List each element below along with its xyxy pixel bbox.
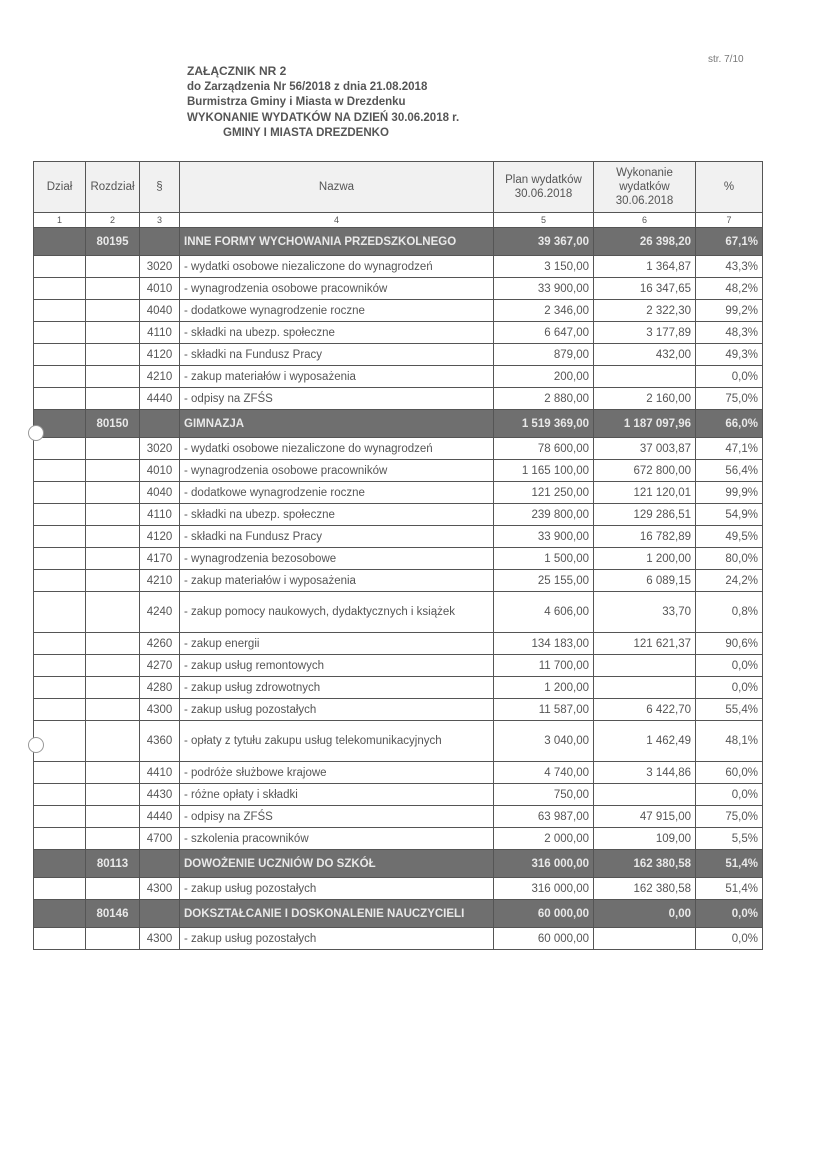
table-header-row [34, 162, 763, 213]
cell-plan: 1 200,00 [494, 677, 594, 699]
cell-paragraph: 4120 [140, 344, 180, 366]
cell-execution: 6 422,70 [594, 699, 696, 721]
cell-dzial [34, 300, 86, 322]
cell-name: - odpisy na ZFŚS [180, 388, 494, 410]
cell-plan: 879,00 [494, 344, 594, 366]
table-row [34, 322, 763, 344]
column-number: 6 [594, 213, 696, 228]
cell-name: - zakup materiałów i wyposażenia [180, 366, 494, 388]
table-row [34, 548, 763, 570]
table-row [34, 344, 763, 366]
cell-execution: 6 089,15 [594, 570, 696, 592]
cell-percent: 99,2% [696, 300, 763, 322]
cell-percent: 48,2% [696, 278, 763, 300]
cell-percent: 60,0% [696, 762, 763, 784]
cell-name: DOKSZTAŁCANIE I DOSKONALENIE NAUCZYCIELI [180, 900, 494, 928]
cell-name: - składki na Fundusz Pracy [180, 526, 494, 548]
cell-percent: 48,1% [696, 721, 763, 762]
cell-plan: 316 000,00 [494, 878, 594, 900]
column-number-row [34, 213, 763, 228]
cell-name: - wynagrodzenia osobowe pracowników [180, 460, 494, 482]
cell-percent: 80,0% [696, 548, 763, 570]
cell-rozdzial [86, 526, 140, 548]
cell-plan: 60 000,00 [494, 900, 594, 928]
cell-rozdzial [86, 721, 140, 762]
cell-execution [594, 655, 696, 677]
cell-execution: 2 322,30 [594, 300, 696, 322]
cell-rozdzial [86, 322, 140, 344]
cell-rozdzial [86, 633, 140, 655]
cell-name: - wynagrodzenia bezosobowe [180, 548, 494, 570]
expenditure-table [33, 161, 763, 950]
cell-execution: 47 915,00 [594, 806, 696, 828]
cell-execution: 1 462,49 [594, 721, 696, 762]
cell-paragraph: 4170 [140, 548, 180, 570]
cell-percent: 0,0% [696, 677, 763, 699]
cell-execution: 33,70 [594, 592, 696, 633]
cell-dzial [34, 699, 86, 721]
cell-percent: 54,9% [696, 504, 763, 526]
cell-name: - zakup usług pozostałych [180, 878, 494, 900]
col-paragraph: § [140, 162, 180, 213]
cell-plan: 2 000,00 [494, 828, 594, 850]
cell-percent: 75,0% [696, 806, 763, 828]
cell-execution: 121 621,37 [594, 633, 696, 655]
page-number: str. 7/10 [708, 54, 744, 65]
cell-paragraph: 4210 [140, 570, 180, 592]
cell-execution: 16 347,65 [594, 278, 696, 300]
cell-name: - szkolenia pracowników [180, 828, 494, 850]
cell-plan: 33 900,00 [494, 526, 594, 548]
cell-rozdzial [86, 548, 140, 570]
report-title: WYKONANIE WYDATKÓW NA DZIEŃ 30.06.2018 r. [187, 111, 460, 124]
cell-plan: 239 800,00 [494, 504, 594, 526]
table-row [34, 388, 763, 410]
cell-dzial [34, 344, 86, 366]
cell-dzial [34, 278, 86, 300]
cell-rozdzial: 80113 [86, 850, 140, 878]
cell-dzial [34, 460, 86, 482]
cell-dzial [34, 850, 86, 878]
cell-rozdzial [86, 278, 140, 300]
cell-execution: 162 380,58 [594, 878, 696, 900]
table-row [34, 633, 763, 655]
cell-name: - wynagrodzenia osobowe pracowników [180, 278, 494, 300]
cell-dzial [34, 806, 86, 828]
cell-rozdzial [86, 677, 140, 699]
cell-name: - zakup usług zdrowotnych [180, 677, 494, 699]
cell-plan: 316 000,00 [494, 850, 594, 878]
cell-name: - zakup energii [180, 633, 494, 655]
cell-execution: 3 144,86 [594, 762, 696, 784]
cell-rozdzial: 80150 [86, 410, 140, 438]
cell-plan: 4 606,00 [494, 592, 594, 633]
cell-dzial [34, 228, 86, 256]
ordinance-reference: do Zarządzenia Nr 56/2018 z dnia 21.08.2018 [187, 80, 428, 93]
cell-rozdzial [86, 806, 140, 828]
cell-name: - różne opłaty i składki [180, 784, 494, 806]
table-row [34, 721, 763, 762]
table-row [34, 256, 763, 278]
cell-name: - dodatkowe wynagrodzenie roczne [180, 482, 494, 504]
cell-dzial [34, 388, 86, 410]
cell-dzial [34, 592, 86, 633]
cell-plan: 1 165 100,00 [494, 460, 594, 482]
cell-execution: 109,00 [594, 828, 696, 850]
cell-execution: 162 380,58 [594, 850, 696, 878]
table-row [34, 460, 763, 482]
cell-rozdzial [86, 482, 140, 504]
cell-rozdzial [86, 784, 140, 806]
cell-rozdzial [86, 699, 140, 721]
cell-plan: 25 155,00 [494, 570, 594, 592]
cell-paragraph [140, 900, 180, 928]
cell-rozdzial [86, 570, 140, 592]
cell-paragraph: 4120 [140, 526, 180, 548]
cell-name: - zakup usług remontowych [180, 655, 494, 677]
table-row [34, 526, 763, 548]
column-number: 3 [140, 213, 180, 228]
cell-name: DOWOŻENIE UCZNIÓW DO SZKÓŁ [180, 850, 494, 878]
cell-dzial [34, 928, 86, 950]
cell-dzial [34, 762, 86, 784]
cell-execution [594, 784, 696, 806]
table-row [34, 300, 763, 322]
section-row [34, 900, 763, 928]
table-row [34, 278, 763, 300]
cell-paragraph: 4410 [140, 762, 180, 784]
cell-name: - zakup usług pozostałych [180, 699, 494, 721]
document-header [187, 64, 459, 142]
table-row [34, 677, 763, 699]
cell-paragraph: 4360 [140, 721, 180, 762]
cell-dzial [34, 633, 86, 655]
column-number: 5 [494, 213, 594, 228]
cell-paragraph: 4260 [140, 633, 180, 655]
cell-name: - odpisy na ZFŚS [180, 806, 494, 828]
cell-name: - podróże służbowe krajowe [180, 762, 494, 784]
cell-plan: 78 600,00 [494, 438, 594, 460]
cell-paragraph: 4240 [140, 592, 180, 633]
cell-execution: 2 160,00 [594, 388, 696, 410]
municipality: GMINY I MIASTA DREZDENKO [223, 127, 389, 139]
cell-rozdzial [86, 762, 140, 784]
cell-paragraph: 4300 [140, 878, 180, 900]
table-row [34, 366, 763, 388]
section-row [34, 228, 763, 256]
table-row [34, 806, 763, 828]
punch-hole [28, 425, 44, 441]
cell-rozdzial [86, 366, 140, 388]
cell-execution: 1 200,00 [594, 548, 696, 570]
cell-percent: 48,3% [696, 322, 763, 344]
cell-percent: 90,6% [696, 633, 763, 655]
cell-paragraph: 4700 [140, 828, 180, 850]
cell-name: - składki na ubezp. społeczne [180, 322, 494, 344]
cell-paragraph: 4010 [140, 278, 180, 300]
cell-name: INNE FORMY WYCHOWANIA PRZEDSZKOLNEGO [180, 228, 494, 256]
cell-dzial [34, 504, 86, 526]
table-row [34, 482, 763, 504]
cell-rozdzial: 80195 [86, 228, 140, 256]
cell-percent: 5,5% [696, 828, 763, 850]
cell-plan: 39 367,00 [494, 228, 594, 256]
cell-name: - zakup usług pozostałych [180, 928, 494, 950]
cell-plan: 200,00 [494, 366, 594, 388]
cell-plan: 134 183,00 [494, 633, 594, 655]
cell-execution: 129 286,51 [594, 504, 696, 526]
cell-plan: 3 040,00 [494, 721, 594, 762]
cell-execution: 3 177,89 [594, 322, 696, 344]
cell-name: - składki na Fundusz Pracy [180, 344, 494, 366]
cell-plan: 1 519 369,00 [494, 410, 594, 438]
column-number: 7 [696, 213, 763, 228]
cell-dzial [34, 256, 86, 278]
cell-name: - opłaty z tytułu zakupu usług telekomunikacyjnych [180, 721, 494, 762]
cell-rozdzial [86, 344, 140, 366]
cell-rozdzial [86, 256, 140, 278]
cell-paragraph: 4430 [140, 784, 180, 806]
cell-percent: 51,4% [696, 850, 763, 878]
cell-percent: 49,3% [696, 344, 763, 366]
annex-title: ZAŁĄCZNIK NR 2 [187, 64, 287, 78]
cell-rozdzial [86, 504, 140, 526]
cell-percent: 0,0% [696, 900, 763, 928]
table-row [34, 699, 763, 721]
cell-paragraph: 3020 [140, 256, 180, 278]
cell-rozdzial [86, 828, 140, 850]
cell-percent: 67,1% [696, 228, 763, 256]
cell-paragraph: 4210 [140, 366, 180, 388]
cell-plan: 63 987,00 [494, 806, 594, 828]
cell-dzial [34, 548, 86, 570]
cell-paragraph: 4440 [140, 806, 180, 828]
table-row [34, 828, 763, 850]
cell-dzial [34, 322, 86, 344]
cell-execution: 672 800,00 [594, 460, 696, 482]
cell-rozdzial [86, 388, 140, 410]
cell-plan: 3 150,00 [494, 256, 594, 278]
column-number: 2 [86, 213, 140, 228]
cell-plan: 750,00 [494, 784, 594, 806]
issuer: Burmistrza Gminy i Miasta w Drezdenku [187, 96, 406, 108]
col-percent: % [696, 162, 763, 213]
cell-name: GIMNAZJA [180, 410, 494, 438]
cell-dzial [34, 482, 86, 504]
cell-percent: 0,0% [696, 655, 763, 677]
col-execution: Wykonanie wydatków 30.06.2018 [594, 162, 696, 213]
cell-execution [594, 928, 696, 950]
cell-rozdzial [86, 460, 140, 482]
cell-paragraph: 4440 [140, 388, 180, 410]
cell-dzial [34, 438, 86, 460]
cell-percent: 43,3% [696, 256, 763, 278]
cell-dzial [34, 828, 86, 850]
cell-dzial [34, 366, 86, 388]
cell-dzial [34, 677, 86, 699]
table-row [34, 438, 763, 460]
cell-rozdzial [86, 592, 140, 633]
table-row [34, 784, 763, 806]
cell-execution [594, 677, 696, 699]
table-row [34, 928, 763, 950]
cell-paragraph: 4040 [140, 482, 180, 504]
cell-paragraph: 4300 [140, 699, 180, 721]
cell-paragraph: 4040 [140, 300, 180, 322]
column-number: 1 [34, 213, 86, 228]
cell-plan: 60 000,00 [494, 928, 594, 950]
cell-percent: 66,0% [696, 410, 763, 438]
cell-execution: 121 120,01 [594, 482, 696, 504]
cell-percent: 47,1% [696, 438, 763, 460]
cell-paragraph [140, 410, 180, 438]
cell-paragraph [140, 850, 180, 878]
cell-percent: 55,4% [696, 699, 763, 721]
table-row [34, 878, 763, 900]
col-plan: Plan wydatków 30.06.2018 [494, 162, 594, 213]
cell-percent: 51,4% [696, 878, 763, 900]
cell-percent: 24,2% [696, 570, 763, 592]
punch-hole [28, 737, 44, 753]
cell-rozdzial [86, 300, 140, 322]
column-number: 4 [180, 213, 494, 228]
section-row [34, 410, 763, 438]
cell-dzial [34, 784, 86, 806]
cell-percent: 99,9% [696, 482, 763, 504]
table-row [34, 592, 763, 633]
cell-name: - wydatki osobowe niezaliczone do wynagrodzeń [180, 438, 494, 460]
cell-paragraph: 4300 [140, 928, 180, 950]
cell-paragraph: 4270 [140, 655, 180, 677]
cell-paragraph: 4280 [140, 677, 180, 699]
table-body [34, 228, 763, 950]
cell-dzial [34, 878, 86, 900]
table-row [34, 762, 763, 784]
cell-paragraph: 4110 [140, 504, 180, 526]
cell-execution: 16 782,89 [594, 526, 696, 548]
cell-paragraph: 4010 [140, 460, 180, 482]
table-row [34, 570, 763, 592]
cell-dzial [34, 900, 86, 928]
cell-execution: 1 364,87 [594, 256, 696, 278]
cell-execution: 26 398,20 [594, 228, 696, 256]
cell-rozdzial [86, 928, 140, 950]
table-row [34, 655, 763, 677]
cell-dzial [34, 570, 86, 592]
cell-percent: 56,4% [696, 460, 763, 482]
cell-percent: 0,8% [696, 592, 763, 633]
cell-execution [594, 366, 696, 388]
cell-plan: 4 740,00 [494, 762, 594, 784]
cell-paragraph: 4110 [140, 322, 180, 344]
cell-plan: 6 647,00 [494, 322, 594, 344]
cell-plan: 11 700,00 [494, 655, 594, 677]
cell-dzial [34, 526, 86, 548]
cell-rozdzial: 80146 [86, 900, 140, 928]
col-name: Nazwa [180, 162, 494, 213]
cell-execution: 1 187 097,96 [594, 410, 696, 438]
cell-percent: 0,0% [696, 928, 763, 950]
cell-rozdzial [86, 438, 140, 460]
cell-name: - zakup pomocy naukowych, dydaktycznych i książek [180, 592, 494, 633]
section-row [34, 850, 763, 878]
col-rozdzial: Rozdział [86, 162, 140, 213]
cell-name: - dodatkowe wynagrodzenie roczne [180, 300, 494, 322]
cell-paragraph [140, 228, 180, 256]
cell-percent: 75,0% [696, 388, 763, 410]
table-row [34, 504, 763, 526]
cell-plan: 121 250,00 [494, 482, 594, 504]
cell-plan: 11 587,00 [494, 699, 594, 721]
cell-dzial [34, 655, 86, 677]
cell-plan: 2 880,00 [494, 388, 594, 410]
cell-percent: 0,0% [696, 784, 763, 806]
cell-rozdzial [86, 878, 140, 900]
cell-percent: 0,0% [696, 366, 763, 388]
cell-name: - zakup materiałów i wyposażenia [180, 570, 494, 592]
cell-name: - składki na ubezp. społeczne [180, 504, 494, 526]
cell-execution: 37 003,87 [594, 438, 696, 460]
cell-plan: 1 500,00 [494, 548, 594, 570]
col-dzial: Dział [34, 162, 86, 213]
cell-paragraph: 3020 [140, 438, 180, 460]
cell-rozdzial [86, 655, 140, 677]
cell-plan: 2 346,00 [494, 300, 594, 322]
cell-execution: 432,00 [594, 344, 696, 366]
cell-name: - wydatki osobowe niezaliczone do wynagrodzeń [180, 256, 494, 278]
cell-plan: 33 900,00 [494, 278, 594, 300]
cell-execution: 0,00 [594, 900, 696, 928]
cell-percent: 49,5% [696, 526, 763, 548]
